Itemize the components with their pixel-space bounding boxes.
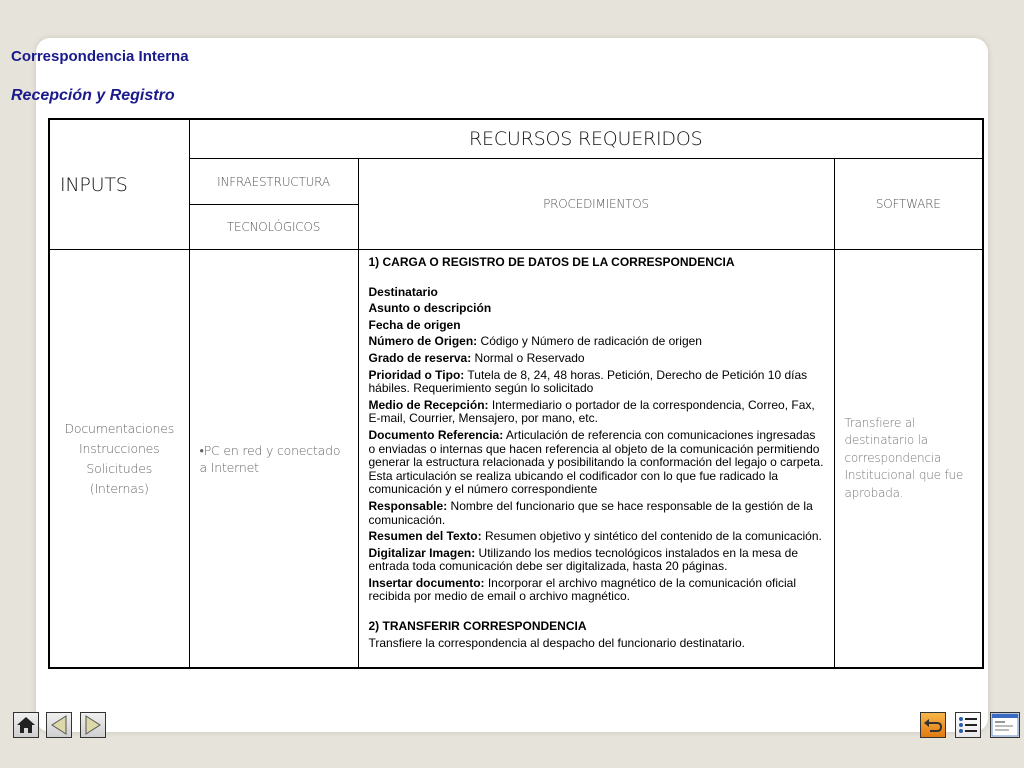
return-arrow-icon (921, 713, 945, 737)
triangle-right-icon (81, 713, 105, 737)
field-text: Código y Número de radicación de origen (477, 334, 702, 349)
field-row (369, 369, 824, 396)
input-item: (Internas) (89, 480, 149, 496)
field-row (369, 500, 824, 527)
section2-title: 2) TRANSFERIR CORRESPONDENCIA (368, 619, 587, 634)
proc-header: PROCEDIMIENTOS (358, 159, 834, 250)
list-icon (956, 713, 980, 737)
tech-cell (189, 250, 358, 669)
procedure-cell (358, 250, 834, 669)
field-row (369, 530, 824, 544)
section1-title: 1) CARGA O REGISTRO DE DATOS DE LA CORRESPONDENCIA (368, 255, 735, 269)
inputs-list-cell (49, 250, 189, 669)
page-subtitle: Recepción y Registro (11, 87, 175, 104)
field-label: Grado de reserva: (368, 350, 472, 365)
inputs-header: INPUTS (49, 119, 189, 250)
software-cell (834, 250, 983, 669)
triangle-left-icon (47, 713, 71, 737)
home-icon (14, 713, 38, 737)
field-text: Tutela de 8, 24, 48 horas. Petición, Derecho de Petición 10 días hábiles. Requerimiento según lo solicitado (368, 367, 808, 396)
software-text: Transfiere al destinatario la correspondencia Institucional que fue aprobada. (844, 415, 964, 500)
field-label: Medio de Recepción: (368, 397, 489, 412)
page-title: Correspondencia Interna (11, 48, 189, 65)
field-row (369, 429, 824, 497)
field-row (369, 335, 824, 349)
field-label: Número de Origen: (368, 334, 478, 349)
field-text: Articulación de referencia con comunicaciones ingresadas o enviadas o internas que hacen referencia al objeto de la comunicación permitiendo generar la estructura relacionada y posibilitando la conformación del legajo o carpeta. Esta articulación se realiza ubicando el codificador con lo que fue radicado la comunicación y el número correspondiente (368, 427, 824, 497)
home-button[interactable] (13, 712, 39, 738)
return-button[interactable] (920, 712, 946, 738)
field-label: Asunto o descripción (368, 301, 492, 316)
input-item: Instrucciones (79, 440, 160, 456)
field-row (369, 399, 824, 426)
field-label: Destinatario (368, 284, 438, 299)
section2-text: Transfiere la correspondencia al despacho del funcionario destinatario. (368, 635, 745, 650)
menu-button[interactable] (955, 712, 981, 738)
field-text: Resumen objetivo y sintético del contenido de la comunicación. (481, 529, 822, 544)
tecno-header: TECNOLÓGICOS (189, 205, 358, 250)
field-text: Normal o Reservado (471, 350, 585, 365)
previous-button[interactable] (46, 712, 72, 738)
field-text: Intermediario o portador de la correspondencia, Correo, Fax, E-mail, Courrier, Mensajero, por mano, etc. (368, 397, 815, 426)
field-text: Utilizando los medios tecnológicos instalados en la mesa de entrada toda comunicación debe ser digitalizada, hasta 20 páginas. (368, 545, 799, 574)
field-text: Nombre del funcionario que se hace responsable de la gestión de la comunicación. (368, 498, 813, 527)
field-row (369, 577, 824, 604)
field-label: Digitalizar Imagen: (368, 545, 476, 560)
field-label: Fecha de origen (368, 317, 461, 332)
bullet-icon: • (199, 442, 204, 458)
field-label: Resumen del Texto: (368, 529, 482, 544)
field-label: Responsable: (368, 498, 448, 513)
soft-header: SOFTWARE (834, 159, 983, 250)
recursos-header: RECURSOS REQUERIDOS (189, 119, 983, 159)
field-label: Insertar documento: (368, 575, 485, 590)
window-icon (991, 713, 1019, 737)
input-item: Documentaciones (64, 420, 175, 436)
infra-header: INFRAESTRUCTURA (189, 159, 358, 205)
resources-table (48, 118, 984, 669)
field-row (369, 547, 824, 574)
tech-item: PC en red y conectado a Internet (199, 442, 341, 475)
field-row (369, 352, 824, 366)
window-button[interactable] (990, 712, 1020, 738)
input-item: Solicitudes (86, 460, 153, 476)
field-label: Prioridad o Tipo: (368, 367, 465, 382)
field-label: Documento Referencia: (368, 427, 504, 442)
field-text: Incorporar el archivo magnético de la comunicación oficial recibida por medio de email o archivo magnético. (368, 575, 797, 604)
next-button[interactable] (80, 712, 106, 738)
